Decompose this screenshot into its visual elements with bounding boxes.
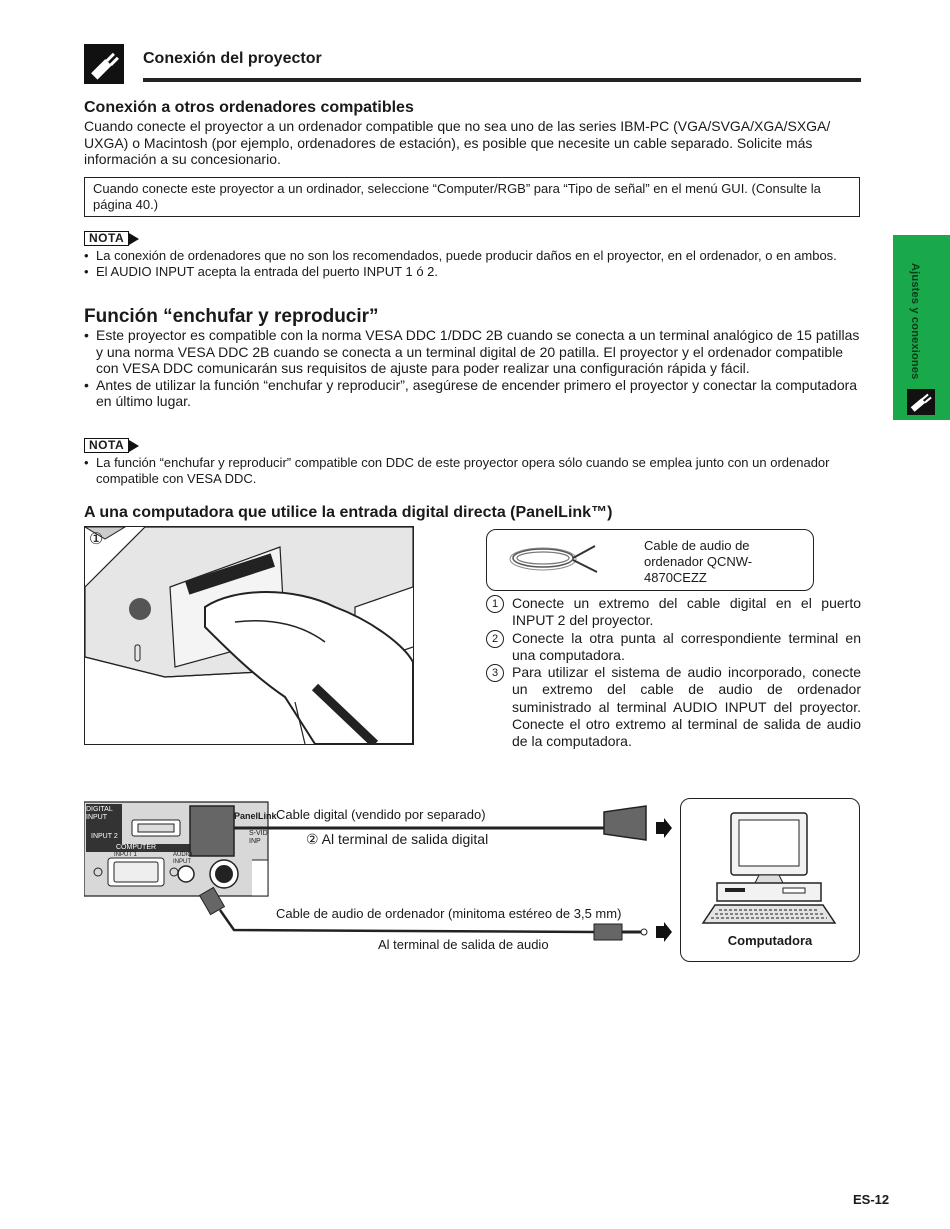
header-rule: [143, 78, 861, 82]
step-text: Para utilizar el sistema de audio incorporado, conecte un extremo del cable de audio de ordenador suministrado al terminal AUDIO INPUT del proyector. Conecte el otro extremo al terminal de salida de audio de la computadora.: [512, 664, 861, 750]
audio-input-label: AUDIO INPUT: [173, 852, 193, 865]
list-item: [486, 595, 861, 630]
nota-list: [84, 455, 862, 486]
step-number: 1: [486, 595, 504, 613]
cable-callout: [486, 529, 814, 591]
connection-illustration: [84, 526, 414, 745]
audio-cable-icon: [505, 538, 605, 580]
nota-badge: NOTA: [84, 231, 129, 246]
connection-diagram: [84, 800, 684, 960]
section-heading-compatibles: Conexión a otros ordenadores compatibles: [84, 99, 414, 116]
steps-list: [486, 595, 861, 751]
panellink-label: PanelLink: [234, 811, 277, 821]
side-tab-label: Ajustes y conexiones: [909, 263, 921, 380]
list-item: • La conexión de ordenadores que no son los recomendados, puede producir daños en el proyector, en el ordenador, o en ambos.: [84, 248, 862, 264]
boxed-note: Cuando conecte este proyector a un ordinador, seleccione “Computer/RGB” para “Tipo de señal” en el menú GUI. (Consulte la página 40.): [84, 177, 860, 217]
audio-cable-label: Cable de audio de ordenador (minitoma estéreo de 3,5 mm): [276, 906, 622, 921]
step-number: 3: [486, 664, 504, 682]
arrow-icon: [129, 233, 139, 245]
computer-icon: [701, 809, 841, 929]
digital-output-label: ② Al terminal de salida digital: [306, 831, 489, 847]
bullet-list: [84, 327, 862, 410]
computer-box: [680, 798, 860, 962]
side-tab: [893, 235, 950, 420]
list-item: • Antes de utilizar la función “enchufar y reproducir”, asegúrese de encender primero el proyector y conectar la computadora en último lugar.: [84, 377, 862, 410]
page-title: Conexión del proyector: [143, 50, 322, 67]
input1-label: INPUT 1: [114, 852, 137, 858]
audio-output-label: Al terminal de salida de audio: [378, 937, 549, 952]
computer-label: COMPUTER: [116, 844, 157, 851]
step-number: 2: [486, 630, 504, 648]
nota-label: [84, 438, 139, 453]
plug-icon: [907, 389, 935, 415]
arrow-icon: [129, 440, 139, 452]
list-item: • Este proyector es compatible con la norma VESA DDC 1/DDC 2B cuando se conecta a un terminal analógico de 15 patillas y una norma VESA DDC 2B cuando se conecta a un terminal digital de 20 patilla. El proyector y el ordenador compatible con VESA DDC comunicarán sus requisitos de ajuste para poder realizar una configuración rápida y fácil.: [84, 327, 862, 377]
section-heading-panellink: A una computadora que utilice la entrada digital directa (PanelLink™): [84, 504, 613, 521]
section-paragraph: Cuando conecte el proyector a un ordenador compatible que no sea uno de las series IBM-PC (VGA/SVGA/XGA/SXGA/ UXGA) o Macintosh (por ejemplo, ordenadores de estación), es posible que necesite un cable separado. Solicite más información a su concesionario.: [84, 118, 831, 167]
nota-list: [84, 248, 862, 279]
step-text: Conecte un extremo del cable digital en el puerto INPUT 2 del proyector.: [512, 595, 861, 629]
digital-input-label: DIGITAL INPUT: [86, 806, 113, 821]
input2-label: INPUT 2: [91, 833, 118, 840]
page-number: ES-12: [853, 1192, 890, 1207]
cable-label: Cable de audio de ordenador QCNW-4870CEZZ: [644, 538, 753, 585]
digital-cable-label: Cable digital (vendido por separado): [276, 807, 486, 822]
list-item: [486, 630, 861, 665]
list-item: • El AUDIO INPUT acepta la entrada del puerto INPUT 1 ó 2.: [84, 264, 862, 280]
nota-badge: NOTA: [84, 438, 129, 453]
svideo-label: S-VID INP: [249, 830, 268, 845]
section-heading-plug-and-play: Función “enchufar y reproducir”: [84, 306, 379, 327]
list-item: [486, 664, 861, 750]
step-marker: ①: [89, 531, 104, 548]
list-item: • La función “enchufar y reproducir” compatible con DDC de este proyector opera sólo cuando se emplea junto con un ordenador compatible con VESA DDC.: [84, 455, 862, 486]
nota-label: [84, 231, 139, 246]
computer-caption: Computadora: [727, 933, 813, 948]
step-text: Conecte la otra punta al correspondiente terminal en una computadora.: [512, 629, 861, 663]
connection-plug-icon: [84, 44, 124, 84]
